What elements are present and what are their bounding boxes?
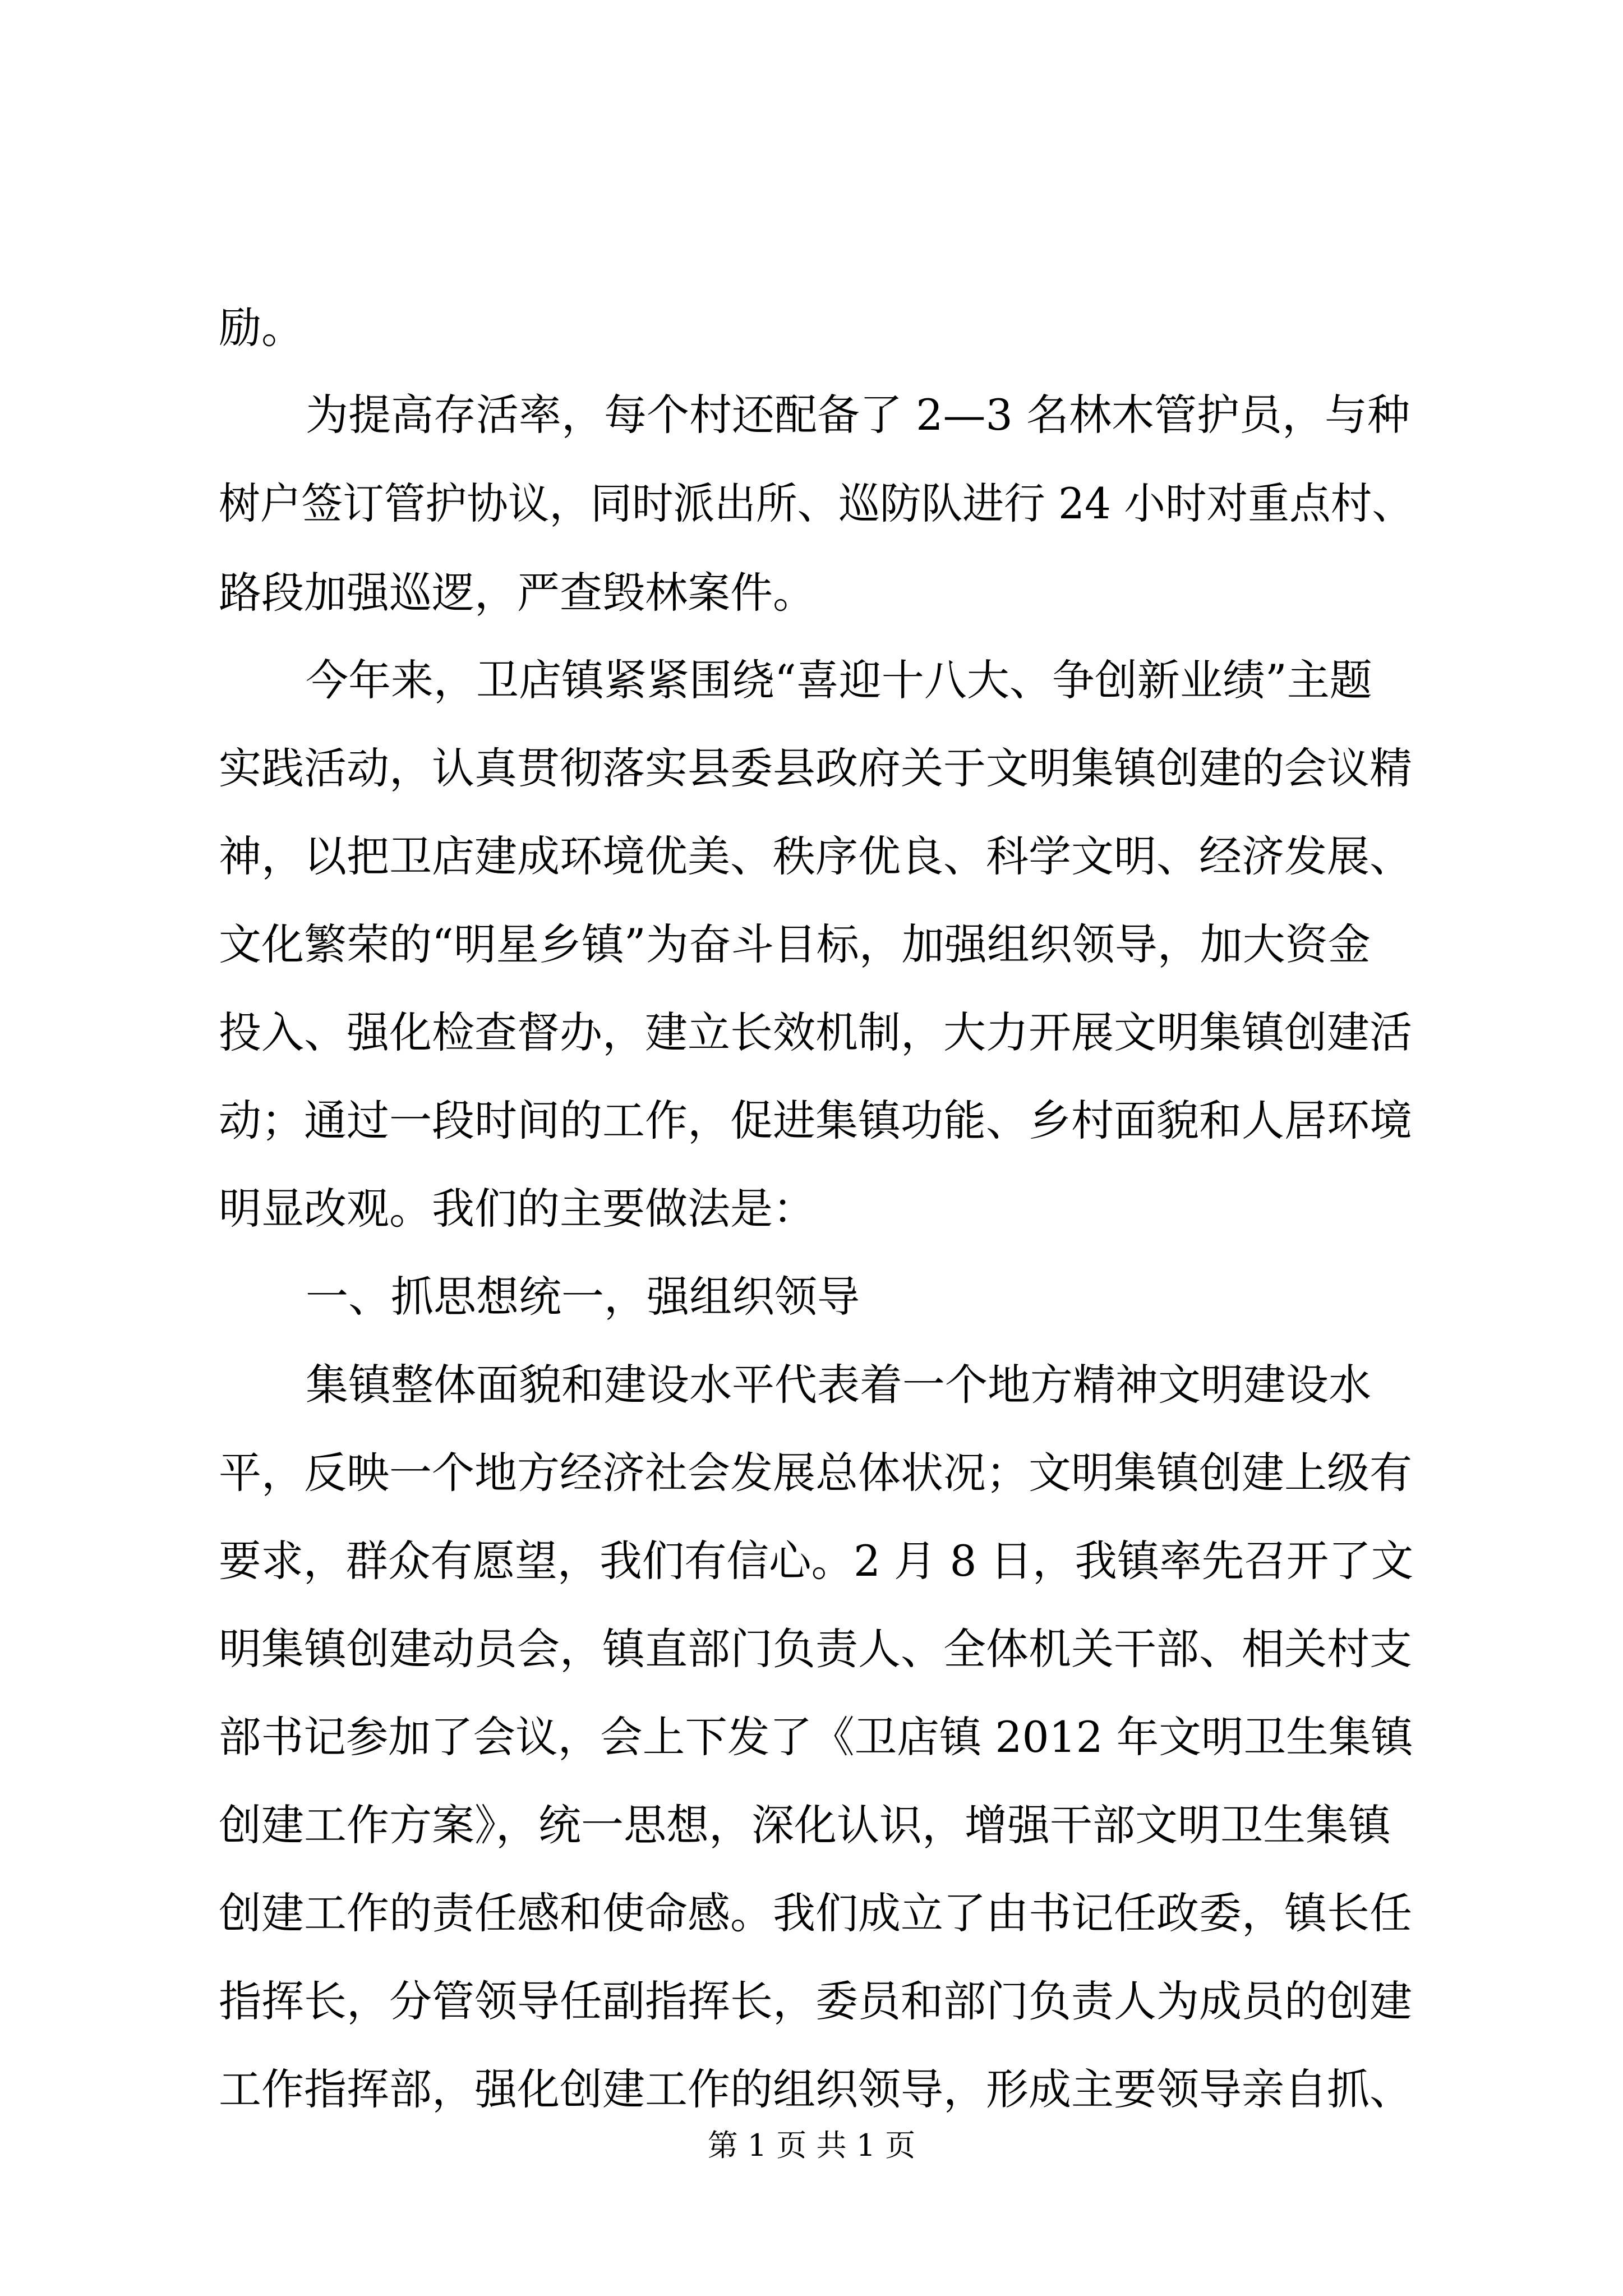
page-footer: 第 1 页 共 1 页 (707, 2128, 916, 2163)
text-line: 创建工作方案》，统一思想，深化认识，增强干部文明卫生集镇 (219, 1800, 1391, 1850)
text-line: 路段加强巡逻，严查毁林案件。 (219, 568, 815, 618)
text-line: 励。 (219, 303, 304, 353)
text-line: 投入、强化检查督办，建立长效机制，大力开展文明集镇创建活 (219, 1007, 1412, 1057)
text-line: 动；通过一段时间的工作，促进集镇功能、乡村面貌和人居环境 (219, 1096, 1412, 1145)
text-line: 实践活动，认真贯彻落实县委县政府关于文明集镇创建的会议精 (219, 743, 1412, 793)
text-line: 今年来，卫店镇紧紧围绕“喜迎十八大、争创新业绩”主题 (306, 655, 1372, 705)
text-line: 集镇整体面貌和建设水平代表着一个地方精神文明建设水 (306, 1360, 1371, 1410)
text-line: 要求，群众有愿望，我们有信心。2 月 8 日，我镇率先召开了文 (219, 1536, 1414, 1586)
section-heading: 一、抓思想统一，强组织领导 (306, 1272, 860, 1322)
text-line: 明集镇创建动员会，镇直部门负责人、全体机关干部、相关村支 (219, 1624, 1412, 1674)
text-line: 指挥长，分管领导任副指挥长，委员和部门负责人为成员的创建 (219, 1976, 1412, 2026)
text-line: 部书记参加了会议，会上下发了《卫店镇 2012 年文明卫生集镇 (219, 1712, 1413, 1762)
text-line: 神，以把卫店建成环境优美、秩序优良、科学文明、经济发展、 (219, 831, 1412, 881)
text-line: 树户签订管护协议，同时派出所、巡防队进行 24 小时对重点村、 (219, 478, 1414, 528)
text-line: 创建工作的责任感和使命感。我们成立了由书记任政委，镇长任 (219, 1888, 1412, 1938)
text-line: 文化繁荣的“明星乡镇”为奋斗目标，加强组织领导，加大资金 (219, 919, 1371, 969)
text-line: 明显改观。我们的主要做法是： (219, 1184, 815, 1234)
text-line: 工作指挥部，强化创建工作的组织领导，形成主要领导亲自抓、 (219, 2064, 1412, 2114)
text-line: 为提高存活率，每个村还配备了 2—3 名林木管护员，与种 (306, 390, 1410, 440)
text-line: 平，反映一个地方经济社会发展总体状况；文明集镇创建上级有 (219, 1448, 1412, 1498)
